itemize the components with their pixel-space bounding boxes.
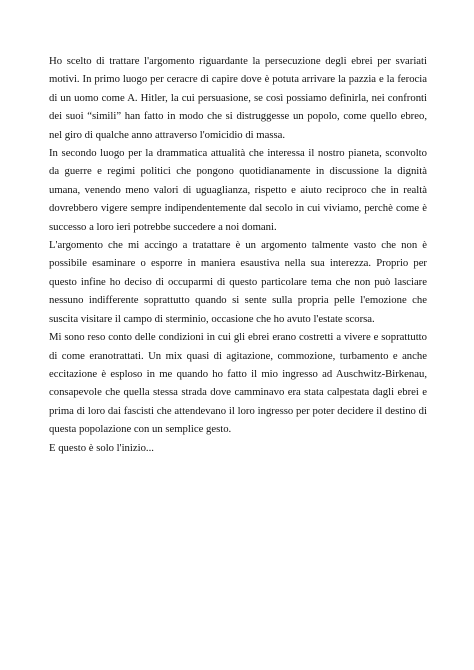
paragraph-closing: E questo è solo l'inizio... bbox=[49, 441, 154, 454]
paragraph-topic-choice: L'argomento che mi accingo a tratattare è un argomento talmente vasto che non è possibile esaminare o esporre in maniera esaustiva nella sua interezza. Proprio per questo infine ho deciso di occuparmi di questo particolare tema che non può lasciare nessuno indifferente soprattutto quando si sente sulla propria pelle l'emozione che suscita visitare il campo di sterminio, occasione che ho avuto l'estate scorsa. bbox=[49, 239, 427, 325]
paragraph-reasons-intro: Ho scelto di trattare l'argomento riguardante la persecuzione degli ebrei per svariati motivi. In primo luogo per ceracre di capire dove è potuta arrivare la pazzia e la ferocia di un uomo come A. Hitler, la cui persuasione, se così possiamo definirla, nei confronti dei suoi “simili” han fatto in modo che si distruggesse un popolo, come quello ebreo, nel giro di qualche anno attraverso l'omicidio di massa. bbox=[49, 55, 427, 141]
paragraph-auschwitz-visit: Mi sono reso conto delle condizioni in cui gli ebrei erano costretti a vivere e soprattutto di come eranotrattati. Un mix quasi di agitazione, commozione, turbamento e anche eccitazione è esploso in me quando ho fatto il mio ingresso ad Auschwitz-Birkenau, consapevole che quella stessa strada dove camminavo era stata calpestata dagli ebrei e prima di loro dai fascisti che attendevano il loro ingresso per poter decidere il destino di questa popolazione con un semplice gesto. bbox=[49, 331, 427, 436]
paragraph-current-events: In secondo luogo per la drammatica attualità che interessa il nostro pianeta, sconvolto da guerre e regimi politici che pongono quotidianamente in discussione la dignità umana, venendo meno valori di uguaglianza, rispetto e aiuto reciproco che in realtà dovrebbero vigere sempre indipendentemente dal secolo in cui viviamo, perchè come è successo a loro ieri potrebbe succedere a noi domani. bbox=[49, 147, 427, 233]
document-page bbox=[49, 52, 427, 457]
